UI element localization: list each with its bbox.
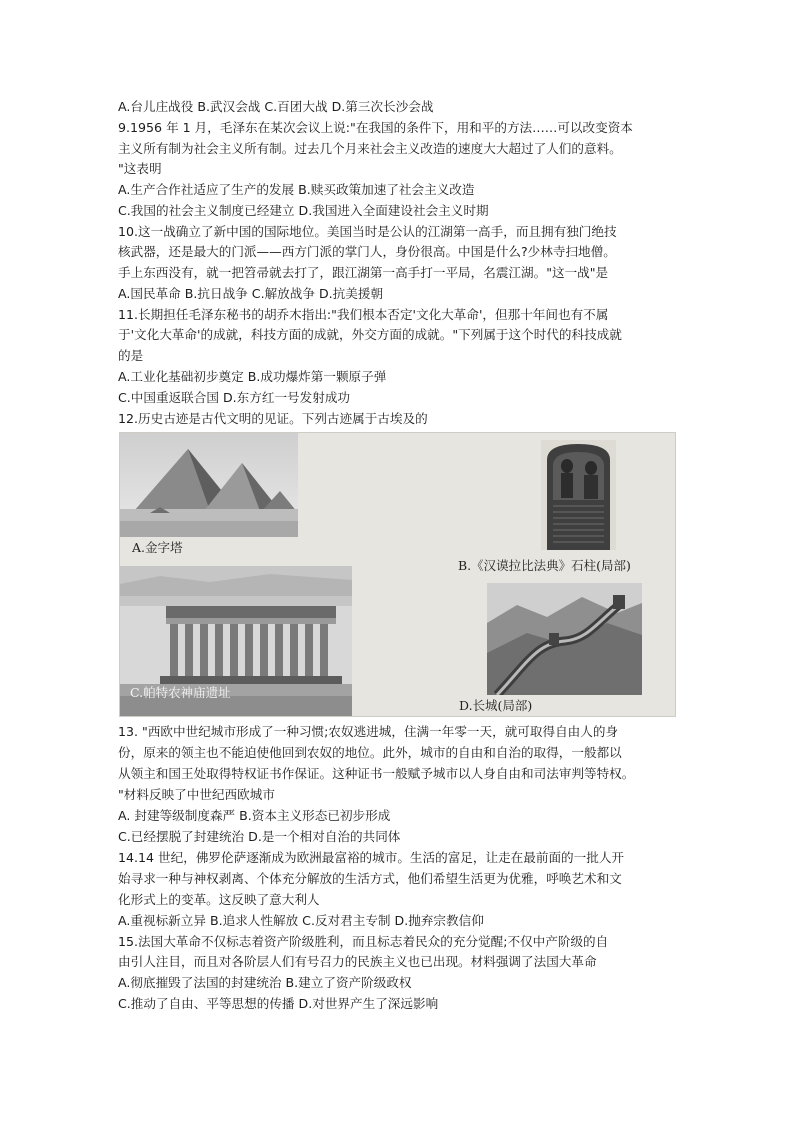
hammurabi-stele-image bbox=[541, 440, 616, 550]
q11-options-cd: C.中国重返联合国 D.东方红一号发射成功 bbox=[118, 390, 351, 405]
q14-options: A.重视标新立异 B.追求人性解放 C.反对君主专制 D.抛弃宗教信仰 bbox=[118, 913, 484, 928]
caption-d: D.长城(局部) bbox=[459, 698, 533, 713]
q15-options-ab: A.彻底摧毁了法国的封建统治 B.建立了资产阶级政权 bbox=[118, 975, 412, 990]
q15-options-cd: C.推动了自由、平等思想的传播 D.对世界产生了深远影响 bbox=[118, 996, 439, 1011]
q10-options: A.国民革命 B.抗日战争 C.解放战争 D.抗美援朝 bbox=[118, 286, 384, 301]
q13-stem-line-2: 份，原来的领主也不能迫使他回到农奴的地位。此外，城市的自由和自治的取得，一般都以 bbox=[118, 745, 622, 760]
q10-stem-line-2: 核武器，还是最大的门派——西方门派的掌门人，身份很高。中国是什么?少林寺扫地僧。 bbox=[118, 244, 616, 259]
caption-c: C.帕特农神庙遗址 bbox=[130, 685, 231, 700]
q8-options: A.台儿庄战役 B.武汉会战 C.百团大战 D.第三次长沙会战 bbox=[118, 99, 434, 114]
q11-stem-line-1: 11.长期担任毛泽东秘书的胡乔木指出:"我们根本否定'文化大革命'，但那十年间也有不属 bbox=[118, 307, 609, 322]
q15-stem-line-2: 由引人注目，而且对各阶层人们有号召力的民族主义也已出现。材料强调了法国大革命 bbox=[118, 954, 597, 969]
q9-stem-line-3: "这表明 bbox=[118, 161, 162, 176]
q11-stem-line-3: 的是 bbox=[118, 348, 144, 363]
q12-figure bbox=[119, 432, 676, 717]
q13-stem-line-3: 从领主和国王处取得特权证书作保证。这种证书一般赋予城市以人身自由和司法审判等特权。 bbox=[118, 766, 635, 781]
q9-stem-line-1: 9.1956 年 1 月，毛泽东在某次会议上说:"在我国的条件下，用和平的方法……可以改变资本 bbox=[118, 120, 633, 135]
great-wall-image bbox=[487, 583, 642, 695]
q13-stem-line-1: 13. "西欧中世纪城市形成了一种习惯;农奴逃进城，住满一年零一天，就可取得自由人的身 bbox=[118, 724, 619, 739]
q10-stem-line-3: 手上东西没有，就一把笤帚就去打了，跟江湖第一高手打一平局，名震江湖。"这一战"是 bbox=[118, 265, 609, 280]
q12-stem: 12.历史古迹是古代文明的见证。下列古迹属于古埃及的 bbox=[118, 411, 428, 426]
q14-stem-line-3: 化形式上的变革。这反映了意大利人 bbox=[118, 892, 320, 907]
q9-options-cd: C.我国的社会主义制度已经建立 D.我国进入全面建设社会主义时期 bbox=[118, 203, 489, 218]
caption-b: B.《汉谟拉比法典》石柱(局部) bbox=[458, 558, 631, 573]
q13-options-cd: C.已经摆脱了封建统治 D.是一个相对自治的共同体 bbox=[118, 829, 401, 844]
q13-options-ab: A. 封建等级制度森严 B.资本主义形态已初步形成 bbox=[118, 808, 391, 823]
q10-stem-line-1: 10.这一战确立了新中国的国际地位。美国当时是公认的江湖第一高手，而且拥有独门绝技 bbox=[118, 224, 617, 239]
q11-options-ab: A.工业化基础初步奠定 B.成功爆炸第一颗原子弹 bbox=[118, 369, 387, 384]
q11-stem-line-2: 于'文化大革命'的成就，科技方面的成就，外交方面的成就。"下列属于这个时代的科技成就 bbox=[118, 327, 622, 342]
q14-stem-line-1: 14.14 世纪，佛罗伦萨逐渐成为欧洲最富裕的城市。生活的富足，让走在最前面的一批人开 bbox=[118, 850, 625, 865]
pyramids-image bbox=[120, 433, 298, 537]
q9-stem-line-2: 主义所有制为社会主义所有制。过去几个月来社会主义改造的速度大大超过了人们的意料。 bbox=[118, 141, 622, 156]
q15-stem-line-1: 15.法国大革命不仅标志着资产阶级胜利，而且标志着民众的充分觉醒;不仅中产阶级的自 bbox=[118, 934, 609, 949]
caption-a: A.金字塔 bbox=[132, 540, 183, 555]
q9-options-ab: A.生产合作社适应了生产的发展 B.赎买政策加速了社会主义改造 bbox=[118, 182, 475, 197]
q13-stem-line-4: "材料反映了中世纪西欧城市 bbox=[118, 787, 275, 802]
q14-stem-line-2: 始寻求一种与神权剥离、个体充分解放的生活方式，他们希望生活更为优雅，呼唤艺术和文 bbox=[118, 871, 622, 886]
